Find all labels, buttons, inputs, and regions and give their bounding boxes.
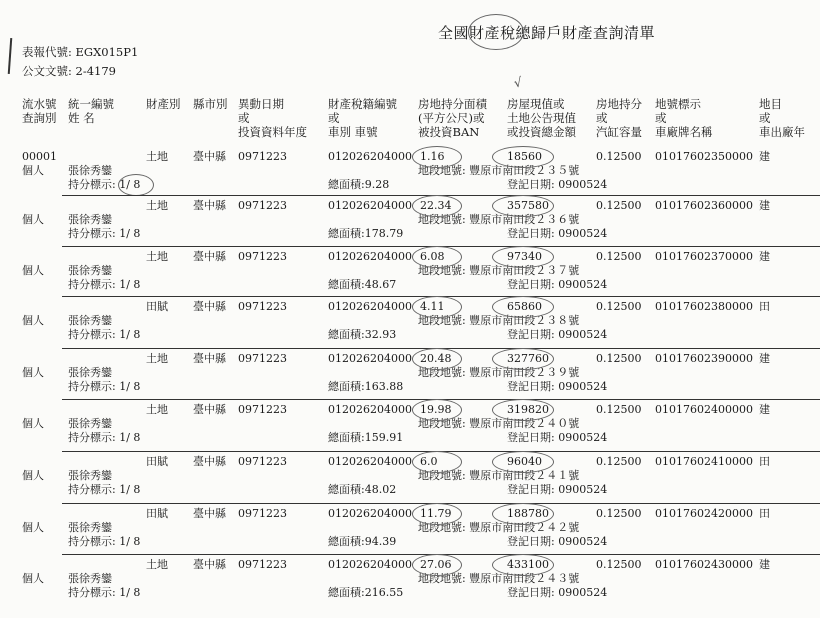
share-area: 27.06: [420, 558, 452, 571]
land-address: 地段地號: 豐原市南田段２４３號: [418, 572, 580, 585]
share-ratio: 0.12500: [596, 507, 642, 520]
header-line: 地號標示: [655, 97, 701, 111]
county: 臺中縣: [193, 455, 226, 468]
change-date: 0971223: [238, 403, 287, 416]
land-address: 地段地號: 豐原市南田段２３７號: [418, 264, 580, 277]
header-line: 統一編號: [68, 97, 114, 111]
share-area: 6.08: [420, 250, 445, 263]
checkmark-icon: √: [512, 75, 524, 92]
land-address: 地段地號: 豐原市南田段２３５號: [418, 164, 580, 177]
assessed-value: 18560: [507, 150, 542, 163]
header-line: 被投資BAN: [418, 125, 480, 139]
header-line: 異動日期: [238, 97, 284, 111]
county: 臺中縣: [193, 250, 226, 263]
property-type: 田賦: [146, 507, 168, 520]
share-label: 持分標示: 1/ 8: [68, 586, 141, 599]
county: 臺中縣: [193, 300, 226, 313]
share-area: 1.16: [420, 150, 445, 163]
property-type: 土地: [146, 403, 168, 416]
header-line: 或投資總金額: [507, 125, 576, 139]
owner-name: 張徐秀鑾: [68, 213, 112, 226]
property-type: 土地: [146, 250, 168, 263]
land-mark-number: 01017602350000: [655, 150, 753, 163]
share-ratio: 0.12500: [596, 150, 642, 163]
header-tax-no: [328, 97, 397, 139]
form-code: 表報代號: EGX015P1: [22, 45, 139, 59]
land-category: 建: [759, 250, 770, 263]
tax-number: 012026204000: [328, 455, 412, 468]
share-label: 持分標示: 1/ 8: [68, 328, 141, 341]
header-share: [596, 97, 642, 139]
land-mark-number: 01017602420000: [655, 507, 753, 520]
header-county: [193, 97, 228, 111]
header-line: 或: [596, 111, 608, 125]
header-line: 或: [655, 111, 667, 125]
assessed-value: 188780: [507, 507, 549, 520]
total-area: 總面積:94.39: [328, 535, 397, 548]
share-area: 11.79: [420, 507, 452, 520]
county: 臺中縣: [193, 199, 226, 212]
land-mark-number: 01017602380000: [655, 300, 753, 313]
header-land-share: [418, 97, 487, 139]
share-label: 持分標示: 1/ 8: [68, 227, 141, 240]
query-type: 個人: [22, 264, 44, 277]
header-line: 財產稅籍編號: [328, 97, 397, 111]
header-line: 車別 車號: [328, 125, 378, 139]
land-address: 地段地號: 豐原市南田段２４０號: [418, 417, 580, 430]
land-address: 地段地號: 豐原市南田段２４１號: [418, 469, 580, 482]
row-divider: [62, 195, 820, 196]
tax-number: 012026204000: [328, 558, 412, 571]
property-type: 土地: [146, 199, 168, 212]
query-type: 個人: [22, 521, 44, 534]
share-label: 持分標示: 1/ 8: [68, 380, 141, 393]
header-line: 流水號: [22, 97, 57, 111]
tax-number: 012026204000: [328, 150, 412, 163]
row-divider: [62, 451, 820, 452]
owner-name: 張徐秀鑾: [68, 264, 112, 277]
header-line: 投資資料年度: [238, 125, 307, 139]
land-mark-number: 01017602360000: [655, 199, 753, 212]
change-date: 0971223: [238, 507, 287, 520]
share-ratio: 0.12500: [596, 352, 642, 365]
row-divider: [62, 554, 820, 555]
row-divider: [62, 348, 820, 349]
total-area: 總面積:48.67: [328, 278, 397, 291]
change-date: 0971223: [238, 558, 287, 571]
total-area: 總面積:178.79: [328, 227, 404, 240]
assessed-value: 96040: [507, 455, 542, 468]
share-ratio: 0.12500: [596, 403, 642, 416]
row-divider: [62, 399, 820, 400]
header-line: 汽缸容量: [596, 125, 642, 139]
land-category: 建: [759, 352, 770, 365]
property-type: 土地: [146, 352, 168, 365]
change-date: 0971223: [238, 250, 287, 263]
registration-date: 登記日期: 0900524: [507, 431, 608, 444]
land-mark-number: 01017602410000: [655, 455, 753, 468]
header-house-value: [507, 97, 576, 139]
share-ratio: 0.12500: [596, 199, 642, 212]
owner-name: 張徐秀鑾: [68, 366, 112, 379]
query-type: 個人: [22, 164, 44, 177]
share-ratio: 0.12500: [596, 558, 642, 571]
property-type: 土地: [146, 558, 168, 571]
registration-date: 登記日期: 0900524: [507, 380, 608, 393]
share-area: 22.34: [420, 199, 452, 212]
registration-date: 登記日期: 0900524: [507, 227, 608, 240]
registration-date: 登記日期: 0900524: [507, 328, 608, 341]
property-type: 田賦: [146, 300, 168, 313]
assessed-value: 65860: [507, 300, 542, 313]
share-label: 持分標示: 1/ 8: [68, 278, 141, 291]
header-line: 或: [759, 111, 771, 125]
header-line: 車廠牌名稱: [655, 125, 713, 139]
change-date: 0971223: [238, 352, 287, 365]
share-ratio: 0.12500: [596, 250, 642, 263]
land-mark-number: 01017602400000: [655, 403, 753, 416]
county: 臺中縣: [193, 507, 226, 520]
query-type: 個人: [22, 366, 44, 379]
total-area: 總面積:216.55: [328, 586, 404, 599]
header-line: 查詢別: [22, 111, 57, 125]
share-area: 4.11: [420, 300, 445, 313]
land-category: 建: [759, 199, 770, 212]
header-unified-id: [68, 97, 114, 125]
row-divider: [62, 296, 820, 297]
total-area: 總面積:9.28: [328, 178, 390, 191]
land-address: 地段地號: 豐原市南田段２３８號: [418, 314, 580, 327]
land-address: 地段地號: 豐原市南田段２３６號: [418, 213, 580, 226]
county: 臺中縣: [193, 558, 226, 571]
county: 臺中縣: [193, 352, 226, 365]
header-line: 房地持分: [596, 97, 642, 111]
query-type: 個人: [22, 417, 44, 430]
header-line: 房地持分面積: [418, 97, 487, 111]
property-type: 田賦: [146, 455, 168, 468]
owner-name: 張徐秀鑾: [68, 164, 112, 177]
share-area: 20.48: [420, 352, 452, 365]
header-line: 或: [238, 111, 250, 125]
owner-name: 張徐秀鑾: [68, 572, 112, 585]
change-date: 0971223: [238, 300, 287, 313]
registration-date: 登記日期: 0900524: [507, 278, 608, 291]
assessed-value: 357580: [507, 199, 549, 212]
header-line: 土地公告現值: [507, 111, 576, 125]
share-label: 持分標示: 1/ 8: [68, 535, 141, 548]
tax-number: 012026204000: [328, 199, 412, 212]
total-area: 總面積:159.91: [328, 431, 404, 444]
share-label: 持分標示: 1/ 8: [68, 483, 141, 496]
land-address: 地段地號: 豐原市南田段２４２號: [418, 521, 580, 534]
land-category: 建: [759, 403, 770, 416]
owner-name: 張徐秀鑾: [68, 314, 112, 327]
land-mark-number: 01017602430000: [655, 558, 753, 571]
assessed-value: 319820: [507, 403, 549, 416]
registration-date: 登記日期: 0900524: [507, 483, 608, 496]
header-line: (平方公尺)或: [418, 111, 485, 125]
property-type: 土地: [146, 150, 168, 163]
registration-date: 登記日期: 0900524: [507, 586, 608, 599]
row-divider: [62, 503, 820, 504]
header-land-mark: [655, 97, 713, 139]
owner-name: 張徐秀鑾: [68, 417, 112, 430]
land-category: 田: [759, 455, 770, 468]
share-label: 持分標示: 1/ 8: [68, 178, 141, 191]
land-category: 田: [759, 507, 770, 520]
share-ratio: 0.12500: [596, 455, 642, 468]
serial-number: 00001: [22, 150, 57, 163]
land-category: 建: [759, 150, 770, 163]
land-mark-number: 01017602390000: [655, 352, 753, 365]
query-type: 個人: [22, 213, 44, 226]
page-title: 全國財產稅總歸戶財產查詢清單: [438, 24, 656, 42]
header-line: 或: [328, 111, 340, 125]
header-line: 地目: [759, 97, 782, 111]
land-mark-number: 01017602370000: [655, 250, 753, 263]
header-category: [759, 97, 805, 139]
header-line: 房屋現值或: [507, 97, 565, 111]
query-type: 個人: [22, 469, 44, 482]
assessed-value: 97340: [507, 250, 542, 263]
registration-date: 登記日期: 0900524: [507, 535, 608, 548]
header-line: 車出廠年: [759, 125, 805, 139]
header-serial: [22, 97, 57, 125]
tax-number: 012026204000: [328, 507, 412, 520]
share-label: 持分標示: 1/ 8: [68, 431, 141, 444]
change-date: 0971223: [238, 150, 287, 163]
header-line: 財產別: [146, 97, 181, 111]
share-ratio: 0.12500: [596, 300, 642, 313]
margin-mark: [8, 38, 12, 74]
share-area: 19.98: [420, 403, 452, 416]
tax-number: 012026204000: [328, 403, 412, 416]
county: 臺中縣: [193, 403, 226, 416]
total-area: 總面積:163.88: [328, 380, 404, 393]
registration-date: 登記日期: 0900524: [507, 178, 608, 191]
land-address: 地段地號: 豐原市南田段２３９號: [418, 366, 580, 379]
document-number: 公文文號: 2-4179: [22, 64, 116, 78]
change-date: 0971223: [238, 455, 287, 468]
assessed-value: 327760: [507, 352, 549, 365]
owner-name: 張徐秀鑾: [68, 469, 112, 482]
assessed-value: 433100: [507, 558, 549, 571]
total-area: 總面積:48.02: [328, 483, 397, 496]
land-category: 田: [759, 300, 770, 313]
tax-number: 012026204000: [328, 352, 412, 365]
total-area: 總面積:32.93: [328, 328, 397, 341]
header-line: 姓 名: [68, 111, 95, 125]
header-change-date: [238, 97, 307, 139]
change-date: 0971223: [238, 199, 287, 212]
tax-number: 012026204000: [328, 300, 412, 313]
query-type: 個人: [22, 572, 44, 585]
county: 臺中縣: [193, 150, 226, 163]
header-line: 縣市別: [193, 97, 228, 111]
query-type: 個人: [22, 314, 44, 327]
row-divider: [62, 246, 820, 247]
owner-name: 張徐秀鑾: [68, 521, 112, 534]
land-category: 建: [759, 558, 770, 571]
share-area: 6.0: [420, 455, 438, 468]
header-property-type: [146, 97, 181, 111]
tax-number: 012026204000: [328, 250, 412, 263]
